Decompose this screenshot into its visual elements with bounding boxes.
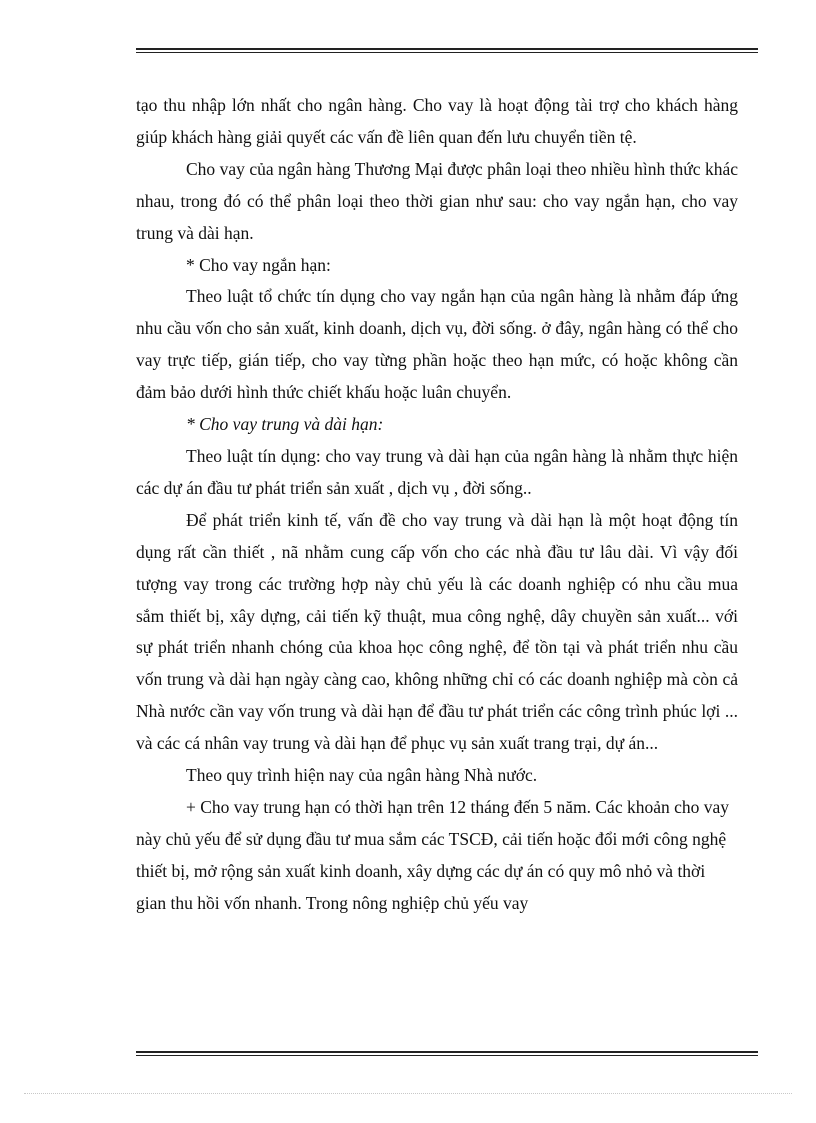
heading-medium-long-term-loans: * Cho vay trung và dài hạn: [186,414,384,435]
paragraph-short-term-loans: Theo luật tổ chức tín dụng cho vay ngắn hạn của ngân hàng là nhằm đáp ứng nhu cầu vốn cho sản xuất, kinh doanh, dịch vụ, đời sống. ở đây, ngân hàng có thể cho vay trực tiếp, gián tiếp, cho vay từng phần hoặc theo hạn mức, có hoặc không cần đảm bảo dưới hình thức chiết khấu hoặc luân chuyển. [136,286,738,403]
paragraph-loan-classification: Cho vay của ngân hàng Thương Mại được phân loại theo nhiều hình thức khác nhau, trong đó có thể phân loại theo thời gian như sau: cho vay ngắn hạn, cho vay trung và dài hạn. [136,158,738,243]
paragraph-economic-development: Để phát triển kinh tế, vấn đề cho vay trung và dài hạn là một hoạt động tín dụng rất cần thiết , nã nhằm cung cấp vốn cho các nhà đầu tư lâu dài. Vì vậy đối tượng vay trong các trường hợp này chủ yếu là các doanh nghiệp có nhu cầu mua sắm thiết bị, xây dựng, cải tiến kỹ thuật, mua công nghệ, dây chuyền sản xuất... với sự phát triển nhanh chóng của khoa học công nghệ, để tồn tại và phát triển nhu cầu vốn trung và dài hạn ngày càng cao, không những chỉ có các doanh nghiệp mà còn cả Nhà nước cần vay vốn trung và dài hạn để đầu tư phát triển các công trình phúc lợi ... và các cá nhân vay trung và dài hạn để phục vụ sản xuất trang trại, dự án... [136,509,738,754]
header-rule [136,48,758,53]
paragraph-state-bank-process: Theo quy trình hiện nay của ngân hàng Nhà nước. [186,765,538,786]
paragraph-credit-law: Theo luật tín dụng: cho vay trung và dài hạn của ngân hàng là nhằm thực hiện các dự án đầu tư phát triển sản xuất , dịch vụ , đời sống.. [136,445,738,498]
document-body [136,90,738,920]
page-boundary-line [24,1093,792,1094]
footer-rule [136,1051,758,1056]
paragraph-medium-term-loans: + Cho vay trung hạn có thời hạn trên 12 tháng đến 5 năm. Các khoản cho vay này chủ yếu để sử dụng đầu tư mua sắm các TSCĐ, cải tiến hoặc đổi mới công nghệ thiết bị, mở rộng sản xuất kinh doanh, xây dựng các dự án có quy mô nhỏ và thời gian thu hồi vốn nhanh. Trong nông nghiệp chủ yếu vay [136,796,730,913]
heading-short-term-loans: * Cho vay ngắn hạn: [186,254,331,275]
paragraph-continuation: tạo thu nhập lớn nhất cho ngân hàng. Cho vay là hoạt động tài trợ cho khách hàng giúp khách hàng giải quyết các vấn đề liên quan đến lưu chuyển tiền tệ. [136,95,738,147]
